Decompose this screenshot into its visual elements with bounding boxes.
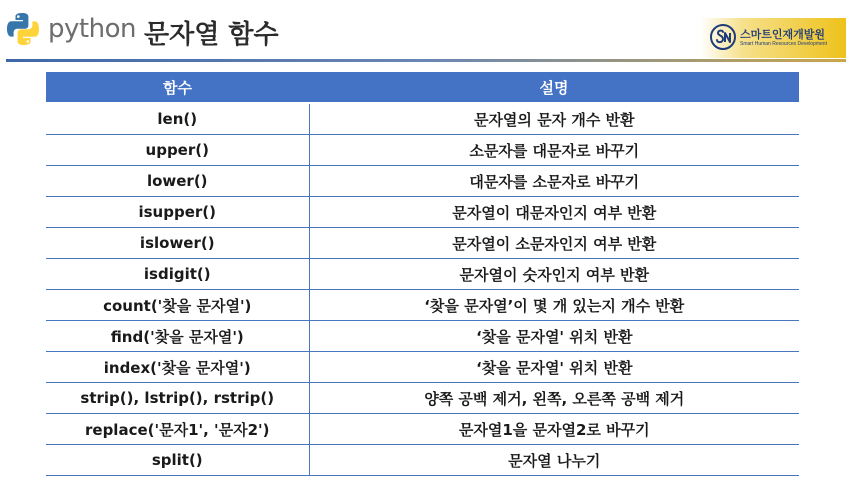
table-row: [46, 352, 799, 383]
description-cell: 문자열이 대문자인지 여부 반환: [309, 197, 799, 228]
python-logo-icon: [6, 12, 40, 46]
description-cell: 문자열1을 문자열2로 바꾸기: [309, 414, 799, 445]
table-header-row: [46, 72, 799, 103]
function-cell: find('찾을 문자열'): [46, 321, 309, 352]
brand-logo-icon: [710, 24, 736, 50]
description-cell: ‘찾을 문자열' 위치 반환: [309, 321, 799, 352]
table-row: [46, 321, 799, 352]
description-cell: 문자열의 문자 개수 반환: [309, 103, 799, 135]
description-cell: ‘찾을 문자열' 위치 반환: [309, 352, 799, 383]
description-cell: 문자열이 숫자인지 여부 반환: [309, 259, 799, 290]
table-row: [46, 383, 799, 414]
table-row: [46, 259, 799, 290]
function-cell: islower(): [46, 228, 309, 259]
brand-subtitle: Smart Human Resources Development: [740, 41, 827, 47]
page-header: [0, 0, 852, 60]
function-cell: strip(), lstrip(), rstrip(): [46, 383, 309, 414]
table-row: [46, 414, 799, 445]
column-header-function: 함수: [46, 72, 309, 103]
table-row: [46, 197, 799, 228]
brand-badge: [700, 18, 846, 58]
function-cell: lower(): [46, 166, 309, 197]
description-cell: 대문자를 소문자로 바꾸기: [309, 166, 799, 197]
brand-name: 스마트인재개발원: [740, 29, 826, 41]
header-divider: [6, 59, 846, 62]
description-cell: 소문자를 대문자로 바꾸기: [309, 135, 799, 166]
description-cell: 양쪽 공백 제거, 왼쪽, 오른쪽 공백 제거: [309, 383, 799, 414]
function-cell: isdigit(): [46, 259, 309, 290]
function-cell: len(): [46, 103, 309, 135]
string-function-table: [46, 72, 799, 476]
function-cell: split(): [46, 445, 309, 476]
table-row: [46, 290, 799, 321]
table-row: [46, 166, 799, 197]
page-title: 문자열 함수: [144, 20, 279, 50]
function-cell: replace('문자1', '문자2'): [46, 414, 309, 445]
function-cell: count('찾을 문자열'): [46, 290, 309, 321]
function-cell: index('찾을 문자열'): [46, 352, 309, 383]
description-cell: 문자열이 소문자인지 여부 반환: [309, 228, 799, 259]
table-row: [46, 135, 799, 166]
table-row: [46, 445, 799, 476]
function-cell: upper(): [46, 135, 309, 166]
function-cell: isupper(): [46, 197, 309, 228]
table-row: [46, 103, 799, 135]
python-wordmark: python: [48, 14, 136, 44]
table-row: [46, 228, 799, 259]
description-cell: 문자열 나누기: [309, 445, 799, 476]
description-cell: ‘찾을 문자열’이 몇 개 있는지 개수 반환: [309, 290, 799, 321]
column-header-description: 설명: [309, 72, 799, 103]
